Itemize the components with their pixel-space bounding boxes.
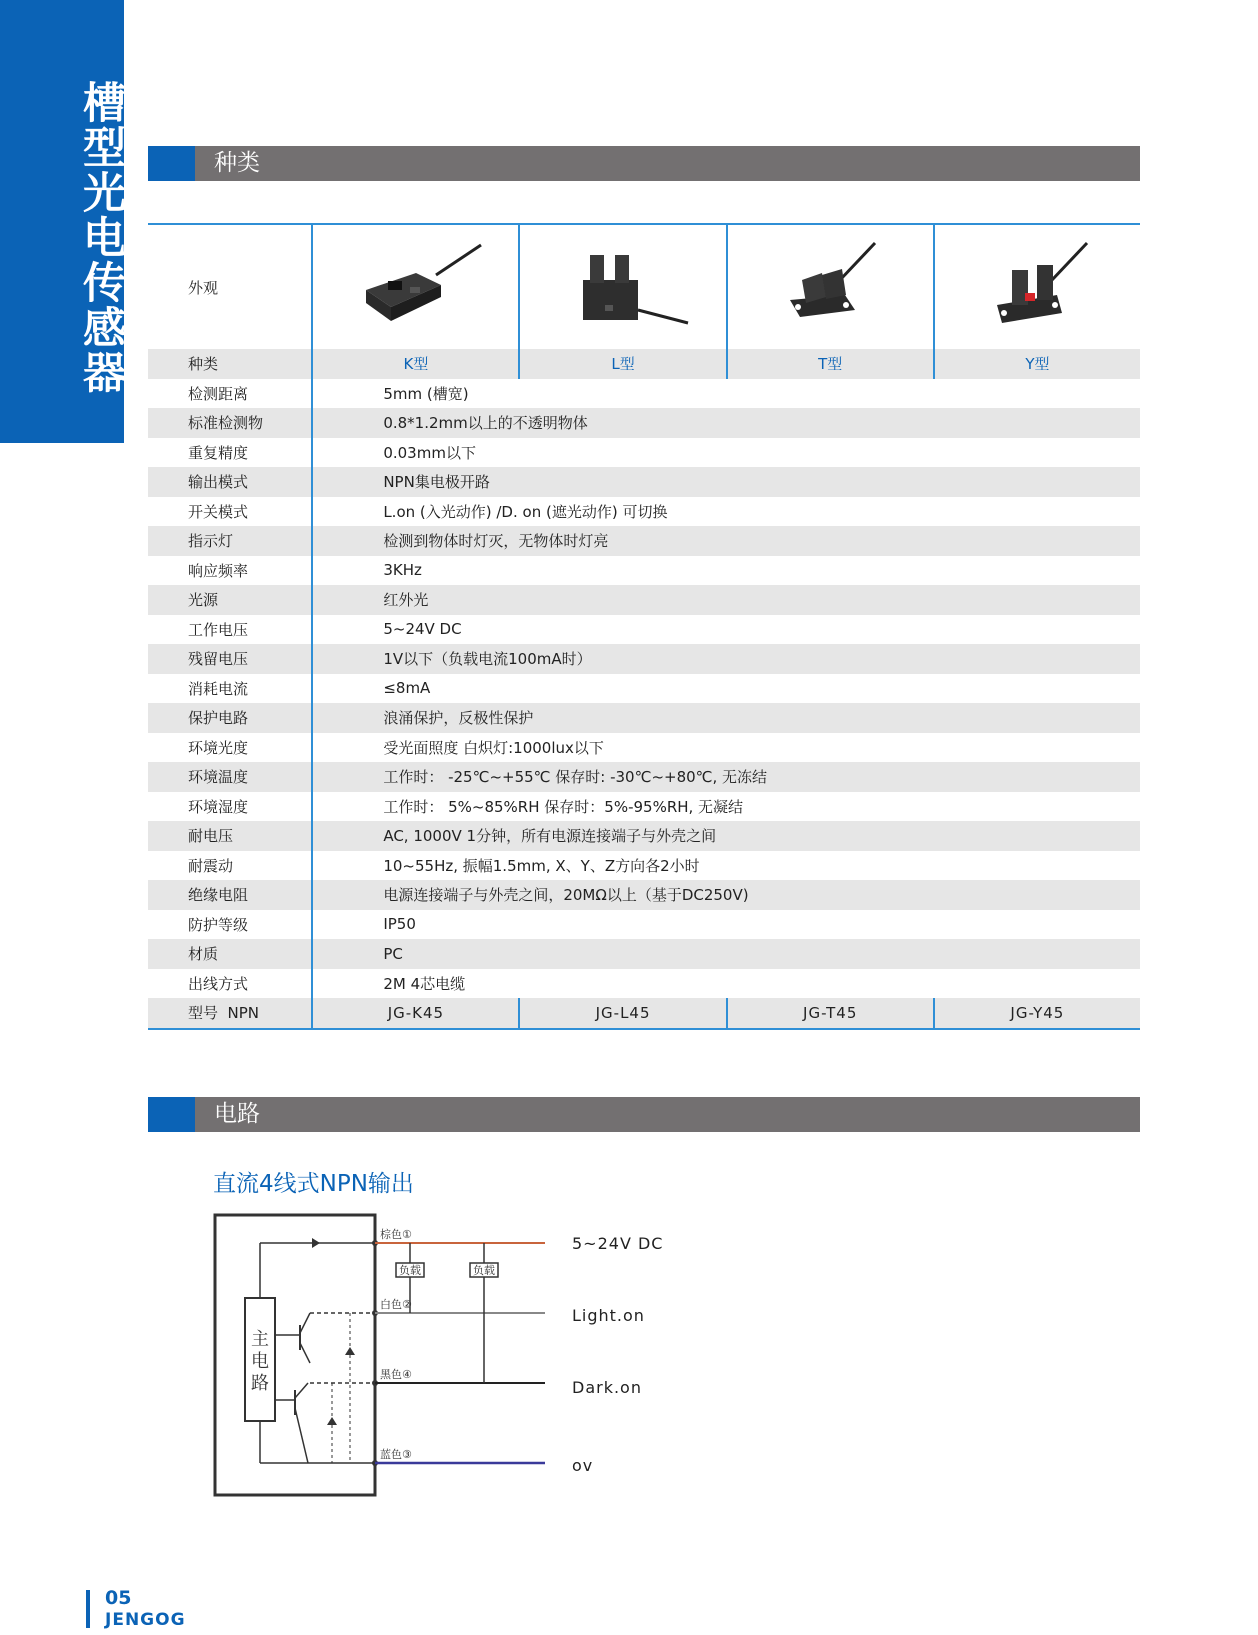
spec-label: 指示灯 [148,526,312,556]
spec-row [148,556,1140,586]
signal-light-on: Light.on [572,1306,645,1325]
spec-value: 5mm (槽宽) [383,384,469,403]
wire-label-black: 黑色④ [380,1368,412,1381]
page-number: 05 [105,1587,132,1609]
type-l: L型 [519,349,726,379]
type-y: Y型 [934,349,1140,379]
spec-value: 电源连接端子与外壳之间，20MΩ以上（基于DC250V) [312,880,1140,910]
model-l: JG-L45 [519,998,726,1029]
spec-row [148,585,1140,615]
spec-value: AC, 1000V 1分钟，所有电源连接端子与外壳之间 [312,821,1140,851]
model-y: JG-Y45 [934,998,1140,1029]
spec-value: IP50 [383,915,416,934]
spec-label: 响应频率 [148,556,312,586]
spec-label: 出线方式 [148,969,312,999]
spec-label: 耐震动 [148,851,312,881]
section-title-types: 种类 [214,150,260,176]
appearance-label: 外观 [148,224,312,349]
main-circuit-char: 电 [251,1351,269,1372]
spec-label: 消耗电流 [148,674,312,704]
spec-row [148,851,1140,881]
type-label: 种类 [148,349,312,379]
signal-dark-on: Dark.on [572,1378,642,1397]
spec-value: 受光面照度 白炽灯:1000lux以下 [383,738,604,757]
model-label: 型号 NPN [148,998,312,1029]
spec-row [148,821,1140,851]
spec-value: 检测到物体时灯灭，无物体时灯亮 [312,526,1140,556]
spec-label: 材质 [148,939,312,969]
spec-row [148,969,1140,999]
spec-label: 保护电路 [148,703,312,733]
spec-value: 2M 4芯电缆 [383,974,466,993]
spec-row [148,910,1140,940]
spec-row [148,497,1140,527]
section-bar-circuit [148,1097,1140,1132]
main-circuit-char: 路 [251,1373,269,1394]
wire-label-blue: 蓝色③ [380,1448,412,1461]
model-t: JG-T45 [727,998,934,1029]
type-t: T型 [727,349,934,379]
sensor-image-y [934,224,1140,349]
signal-vdc: 5~24V DC [572,1234,664,1253]
signal-0v: ov [572,1456,594,1475]
appearance-row [148,224,1140,349]
diode-icon [312,1238,320,1248]
section-bar-types [148,146,1140,181]
spec-value: L.on (入光动作) /D. on (遮光动作) 可切换 [383,502,668,521]
footer-bar [86,1590,90,1628]
spec-label: 耐电压 [148,821,312,851]
spec-label: 检测距离 [148,379,312,409]
spec-label: 开关模式 [148,497,312,527]
spec-row [148,880,1140,910]
spec-label: 环境湿度 [148,792,312,822]
load-label: 负载 [473,1264,495,1277]
spec-row [148,674,1140,704]
spec-value: 工作时： 5%~85%RH 保存时：5%-95%RH, 无凝结 [383,797,744,816]
section-accent [148,146,195,181]
circuit-diagram [200,1205,560,1505]
spec-row [148,526,1140,556]
spec-row [148,939,1140,969]
spec-table [148,223,1140,1030]
sensor-image-k [312,224,519,349]
model-row [148,998,1140,1029]
spec-label: 环境温度 [148,762,312,792]
spec-row [148,467,1140,497]
spec-value: 0.8*1.2mm以上的不透明物体 [312,408,1140,438]
spec-row [148,379,1140,409]
spec-row [148,792,1140,822]
wire-label-brown: 棕色① [380,1228,412,1241]
spec-label: 输出模式 [148,467,312,497]
type-row [148,349,1140,379]
spec-label: 标准检测物 [148,408,312,438]
spec-value: 5~24V DC [383,620,462,639]
spec-row [148,644,1140,674]
section-title-circuit: 电路 [214,1101,260,1127]
spec-row [148,762,1140,792]
spec-row [148,733,1140,763]
spec-label: 工作电压 [148,615,312,645]
side-title: 槽型光电传感器 [76,79,126,395]
section-accent [148,1097,195,1132]
spec-label: 环境光度 [148,733,312,763]
spec-value: 10~55Hz, 振幅1.5mm, X、Y、Z方向各2小时 [383,856,700,875]
spec-label: 重复精度 [148,438,312,468]
load-label: 负载 [399,1264,421,1277]
spec-value: 3KHz [383,561,422,580]
spec-label: 光源 [148,585,312,615]
sensor-image-t [727,224,934,349]
spec-value: 工作时： -25℃~+55℃ 保存时: -30℃~+80℃, 无冻结 [312,762,1140,792]
spec-row [148,615,1140,645]
spec-label: 残留电压 [148,644,312,674]
circuit-title: 直流4线式NPN输出 [213,1171,414,1197]
spec-label: 绝缘电阻 [148,880,312,910]
main-circuit-char: 主 [251,1329,269,1350]
brand-name: JENGOG [105,1610,186,1630]
spec-row [148,408,1140,438]
spec-row [148,438,1140,468]
sensor-image-l [519,224,726,349]
spec-value: ≤8mA [383,679,431,698]
spec-value: 0.03mm以下 [383,443,476,462]
spec-value: NPN集电极开路 [312,467,1140,497]
spec-value: 浪涌保护，反极性保护 [312,703,1140,733]
wire-label-white: 白色② [380,1298,412,1311]
type-k: K型 [312,349,519,379]
spec-value: 1V以下（负载电流100mA时） [312,644,1140,674]
spec-row [148,703,1140,733]
spec-label: 防护等级 [148,910,312,940]
spec-value: PC [312,939,1140,969]
model-k: JG-K45 [312,998,519,1029]
spec-value: 红外光 [312,585,1140,615]
